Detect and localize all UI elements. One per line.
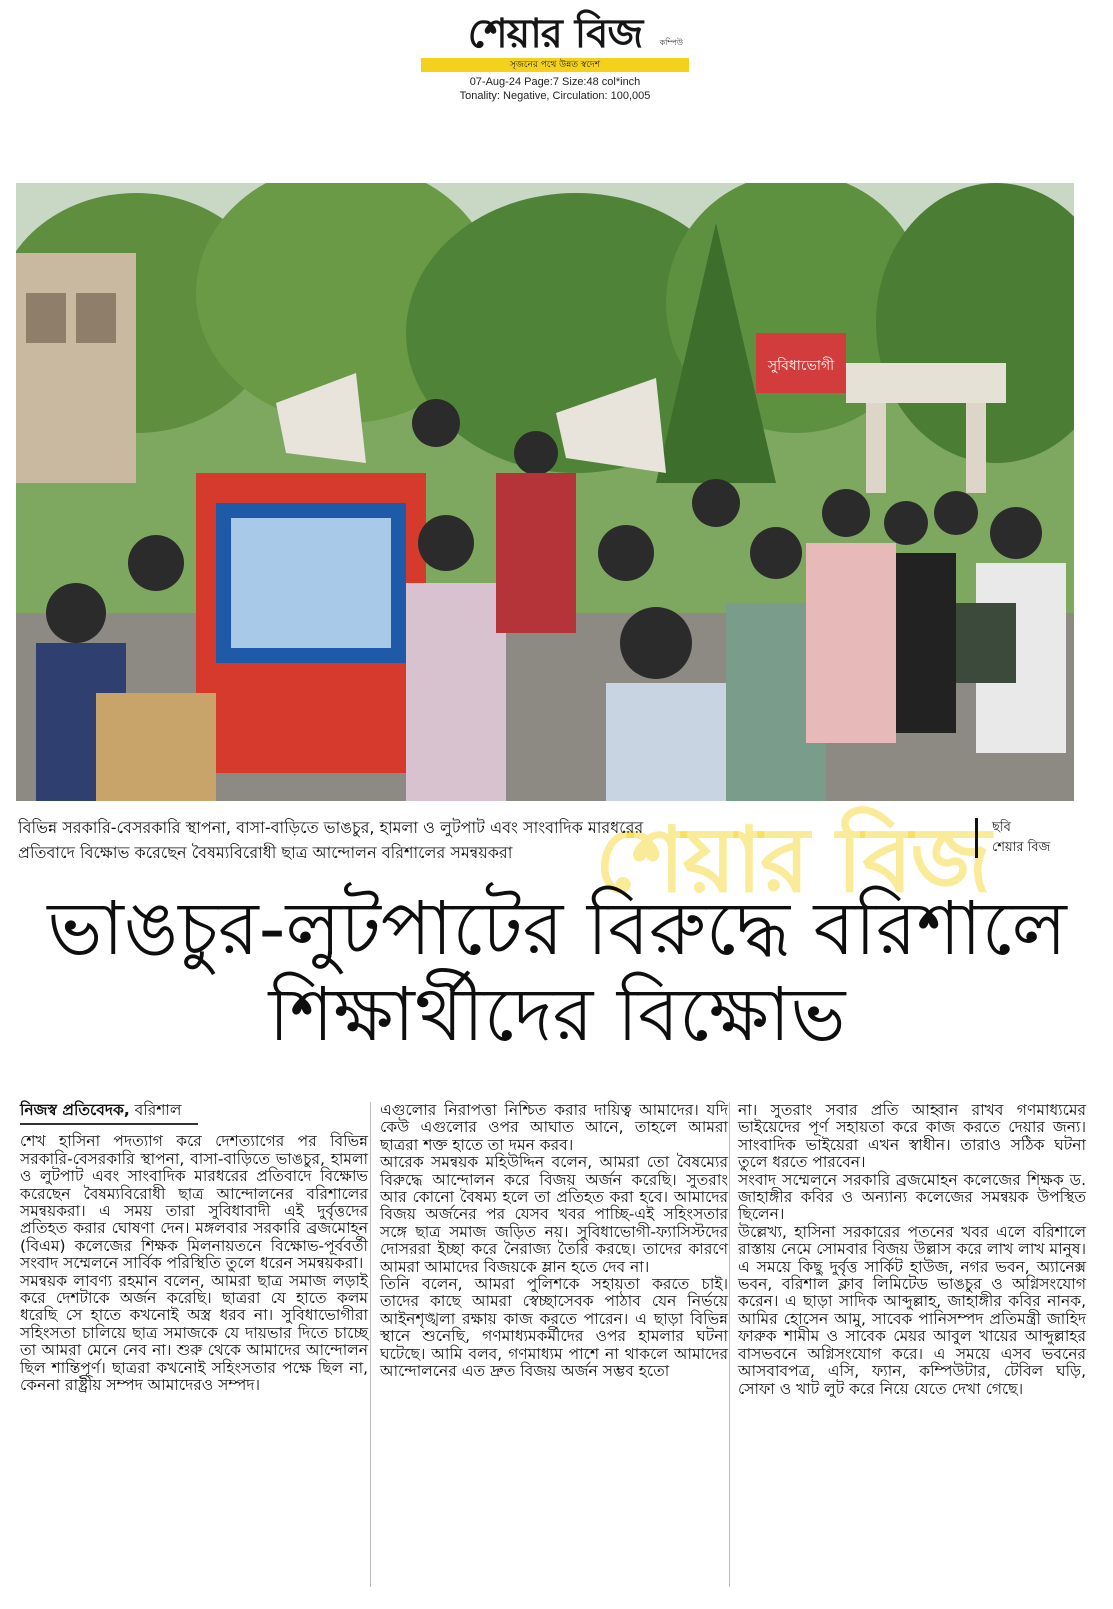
article-column-3 [738,1102,1086,1398]
article-paragraph: সমন্বয়ক লাবণ্য রহমান বলেন, আমরা ছাত্র সমাজ লড়াই করে দেশটাকে অর্জন করেছি। ছাত্ররা যে হাতে কলম ধরেছি সে হাতে কখনোই অস্ত্র ধরব না। সুবিধাভোগীরা সহিংসতা চালিয়ে ছাত্র সমাজকে যে দায়ভার দিতে চাচ্ছে তা আমরা মেনে নেব না। শুরু থেকে আমাদের আন্দোলন ছিল শান্তিপূর্ণ। ছাত্ররা কখনোই সহিংসতার পক্ষে ছিল না, কেননা রাষ্ট্রীয় সম্পদ আমাদেরও সম্পদ। [20,1271,368,1395]
byline [20,1102,368,1119]
headline-line: শিক্ষার্থীদের বিক্ষোভ [268,972,846,1058]
article-paragraph: সংবাদ সম্মেলনে সরকারি ব্রজমোহন কলেজের শিক্ষক ড. জাহাঙ্গীর কবির ও অন্যান্য কলেজের সমন্বয়ক উপস্থিত ছিলেন। [738,1170,1086,1224]
newspaper-logo: শেয়ার বিজ [467,10,643,57]
photo-caption [18,815,948,865]
masthead [405,10,705,110]
caption-line: প্রতিবাদে বিক্ষোভ করেছেন বৈষম্যবিরোধী ছাত্র আন্দোলন বরিশালের সমন্বয়করা [18,843,513,862]
edition-meta: 07-Aug-24 Page:7 Size:48 col*inch [469,76,641,88]
credit-source: শেয়ার বিজ [992,840,1051,855]
column-divider [370,1102,371,1587]
article-paragraph: না। সুতরাং সবার প্রতি আহ্বান রাখব গণমাধ্যমের ভাইয়েদের পূর্ণ সহায়তা করে কাজ করতে দেয়ার জন্য। সাংবাদিক ভাইয়েরা এখন স্বাধীন। তারাও সঠিক ঘটনা তুলে ধরতে পারবেন। [738,1101,1086,1172]
article-paragraph: উল্লেখ্য, হাসিনা সরকারের পতনের খবর এলে বরিশালে রাস্তায় নেমে সোমবার বিজয় উল্লাস করে লাখ লাখ মানুষ। এ সময়ে কিছু দুর্বৃত্ত সার্কিট হাউজ, নগর ভবন, অ্যানেক্স ভবন, বরিশাল ক্লাব লিমিটেড ভাঙচুর ও অগ্নিসংযোগ করেন। এ ছাড়া সাদিক আব্দুল্লাহ, জাহাঙ্গীর কবির নানক, আমির হোসেন আমু, সাবেক পানিসম্পদ প্রতিমন্ত্রী জাহিদ ফারুক শামীম ও সাবেক মেয়র আবুল খায়ের আব্দুল্লাহর বাসভবনে অগ্নিসংযোগ করে। এ সময়ে এসব ভবনের আসবাবপত্র, এসি, ফ্যান, কম্পিউটার, টেবিল ঘড়ি, সোফা ও খাট লুট করে নিয়ে যেতে দেখা গেছে। [738,1222,1086,1398]
byline-name: নিজস্ব প্রতিবেদক, [20,1101,130,1119]
banner-text: সুবিধাভোগী [767,358,835,374]
tonality-meta: Tonality: Negative, Circulation: 100,005 [459,90,651,102]
headline-line: ভাঙচুর-লুটপাটের বিরুদ্ধে বরিশালে [47,886,1067,972]
article-paragraph: তিনি বলেন, আমরা পুলিশকে সহায়তা করতে চাই। তাদের কাছে আমরা স্বেচ্ছাসেবক পাঠাব যেন নির্ভয়ে আইনশৃঙ্খলা রক্ষায় কাজ করতে পারেন। এ ছাড়া বিভিন্ন স্থানে শুনেছি, গণমাধ্যমকর্মীদের ওপর হামলার ঘটনা ঘটেছে। আমি বলব, গণমাধ্যম পাশে না থাকলে আমাদের আন্দোলনের এত দ্রুত বিজয় অর্জন সম্ভব হতো [380,1275,728,1381]
logo-suffix: কম্পিউ [659,38,683,47]
photo-credit [975,818,1050,858]
caption-line: বিভিন্ন সরকারি-বেসরকারি স্থাপনা, বাসা-বাড়িতে ভাঙচুর, হামলা ও লুটপাট এবং সাংবাদিক মারধরের [18,818,644,837]
column-divider [729,1102,730,1587]
article-paragraph: শেখ হাসিনা পদত্যাগ করে দেশত্যাগের পর বিভিন্ন সরকারি-বেসরকারি স্থাপনা, বাসা-বাড়িতে ভাঙচুর, হামলা ও লুটপাট এবং সাংবাদিক মারধরের প্রতিবাদে বিক্ষোভ করেছেন বৈষম্যবিরোধী ছাত্র আন্দোলনের বরিশালের সমন্বয়করা। এ সময় তারা সুবিধাবাদী এই দুর্বৃত্তদের প্রতিহত করার ঘোষণা দেন। মঙ্গলবার সরকারি ব্রজমোহন (বিএম) কলেজের শিক্ষক মিলনায়তনে বিক্ষোভ-পূর্ববর্তী সংবাদ সম্মেলনে সার্বিক পরিস্থিতি তুলে ধরেন সমন্বয়করা। [20,1132,368,1273]
article-column-1 [20,1102,368,1395]
credit-label: ছবি [992,820,1011,835]
protest-photo-illustration [16,183,1074,801]
tagline: সৃজনের পথে উন্নত স্বদেশ [421,58,689,72]
watermark: শেয়ার বিজ [595,807,990,913]
clipping-meta [405,75,705,103]
news-photo [16,183,1074,801]
byline-place: বরিশাল [129,1101,182,1119]
article-paragraph: এগুলোর নিরাপত্তা নিশ্চিত করার দায়িত্ব আমাদের। যদি কেউ এগুলোর ওপর আঘাত আনে, তাহলে আমরা ছাত্ররা শক্ত হাতে তা দমন করব। [380,1101,728,1154]
article-column-2 [380,1102,728,1381]
byline-rule [20,1123,198,1125]
headline [18,886,1096,1058]
article-paragraph: আরেক সমন্বয়ক মহিউদ্দিন বলেন, আমরা তো বৈষম্যের বিরুদ্ধে আন্দোলন করে বিজয় অর্জন করেছি। সুতরাং আর কোনো বৈষম্য হলে তা প্রতিহত করা হবে। আমাদের বিজয় অর্জনের পর যেসব খবর পাচ্ছি-এই সহিংসতার সঙ্গে ছাত্র সমাজ জড়িত নয়। সুবিধাভোগী-ফ্যাসিস্টদের দোসররা ইচ্ছা করে নৈরাজ্য তৈরি করছে। তাদের কারণে আমরা আমাদের বিজয়কে ম্লান হতে দেব না। [380,1153,728,1276]
